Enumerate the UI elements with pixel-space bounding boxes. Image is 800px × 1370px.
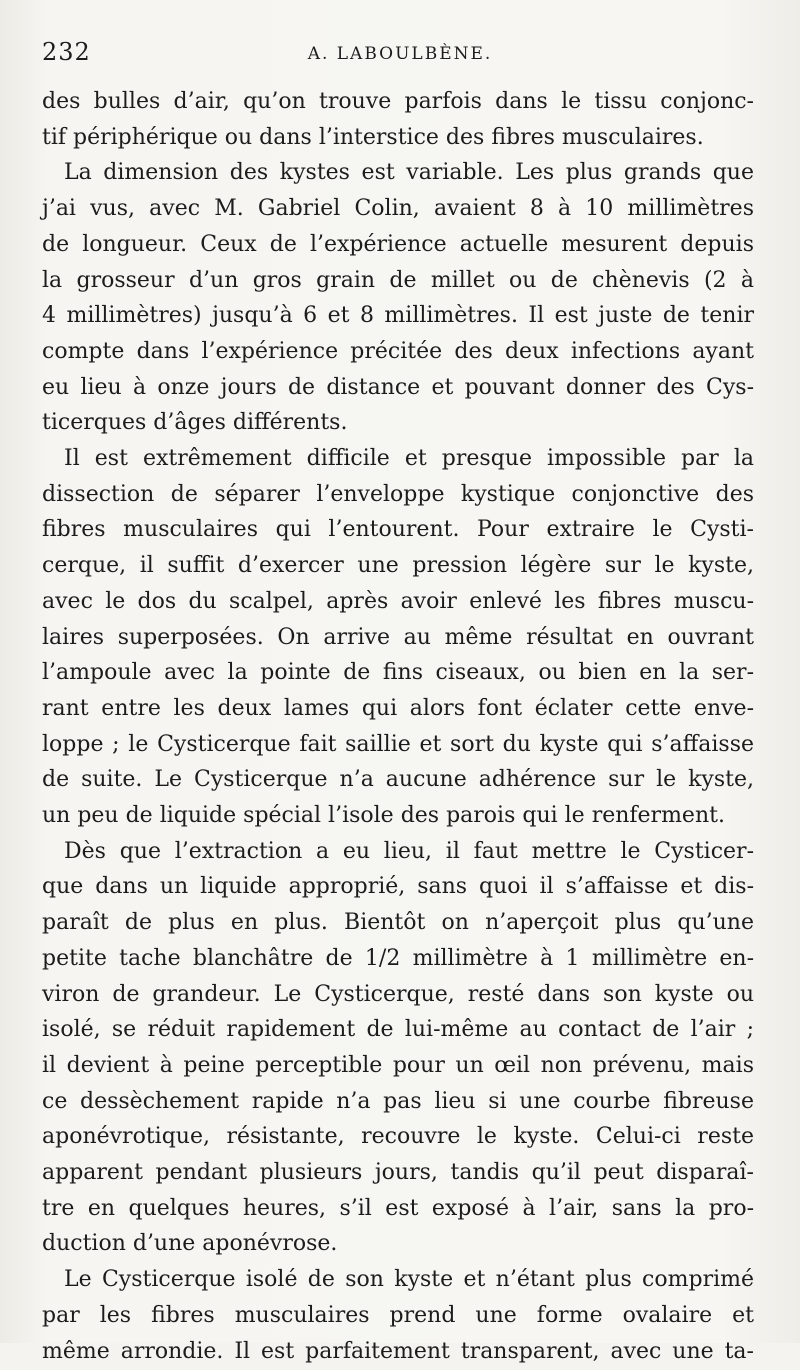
text-line: Le Cysticerque isolé de son kyste et n’étant plus comprimé xyxy=(64,1267,754,1292)
text-line: fibres musculaires qui l’entourent. Pour extraire le Cysti- xyxy=(42,517,754,542)
text-line: aponévrotique, résistante, recouvre le kyste. Celui-ci reste xyxy=(42,1124,754,1149)
text-line: compte dans l’expérience précitée des deux infections ayant xyxy=(42,339,754,364)
text-line: même arrondie. Il est parfaitement transparent, avec une ta- xyxy=(42,1339,754,1364)
text-line: apparent pendant plusieurs jours, tandis qu’il peut disparaî- xyxy=(42,1160,754,1185)
text-line: la grosseur d’un gros grain de millet ou de chènevis (2 à xyxy=(42,268,754,293)
text-line: par les fibres musculaires prend une forme ovalaire et xyxy=(42,1303,754,1328)
running-head: A. LABOULBÈNE. xyxy=(307,44,493,64)
text-line: de longueur. Ceux de l’expérience actuelle mesurent depuis xyxy=(42,232,754,257)
text-line: de suite. Le Cysticerque n’a aucune adhérence sur le kyste, xyxy=(42,767,754,792)
text-line: un peu de liquide spécial l’isole des parois qui le renferment. xyxy=(42,803,725,828)
page-number: 232 xyxy=(42,38,91,66)
text-line: cerque, il suffit d’exercer une pression légère sur le kyste, xyxy=(42,553,754,578)
text-line: ticerques d’âges différents. xyxy=(42,410,348,435)
text-line: Dès que l’extraction a eu lieu, il faut mettre le Cysticer- xyxy=(64,839,754,864)
text-line: il devient à peine perceptible pour un œil non prévenu, mais xyxy=(42,1053,754,1078)
text-line: eu lieu à onze jours de distance et pouvant donner des Cys- xyxy=(42,375,754,400)
text-line: paraît de plus en plus. Bientôt on n’aperçoit plus qu’une xyxy=(42,910,754,935)
text-line: tre en quelques heures, s’il est exposé à l’air, sans la pro- xyxy=(42,1196,754,1221)
text-line: des bulles d’air, qu’on trouve parfois dans le tissu conjonc- xyxy=(42,89,754,114)
text-line: petite tache blanchâtre de 1/2 millimètre à 1 millimètre en- xyxy=(42,946,754,971)
text-line: ce dessèchement rapide n’a pas lieu si une courbe fibreuse xyxy=(42,1089,754,1114)
text-line: 4 millimètres) jusqu’à 6 et 8 millimètres. Il est juste de tenir xyxy=(42,303,754,328)
text-line: tif périphérique ou dans l’interstice des fibres musculaires. xyxy=(42,125,704,150)
text-line: dissection de séparer l’enveloppe kystique conjonctive des xyxy=(42,482,754,507)
text-line: j’ai vus, avec M. Gabriel Colin, avaient 8 à 10 millimètres xyxy=(42,196,754,221)
text-line: viron de grandeur. Le Cysticerque, resté dans son kyste ou xyxy=(42,982,754,1007)
text-line: avec le dos du scalpel, après avoir enlevé les fibres muscu- xyxy=(42,589,754,614)
text-line: rant entre les deux lames qui alors font éclater cette enve- xyxy=(42,696,754,721)
text-line: laires superposées. On arrive au même résultat en ouvrant xyxy=(42,625,754,650)
text-line: loppe ; le Cysticerque fait saillie et sort du kyste qui s’affaisse xyxy=(42,732,754,757)
text-line: que dans un liquide approprié, sans quoi il s’affaisse et dis- xyxy=(42,874,754,899)
text-line: Il est extrêmement difficile et presque impossible par la xyxy=(64,446,754,471)
text-line: duction d’une aponévrose. xyxy=(42,1231,338,1256)
text-line: isolé, se réduit rapidement de lui-même au contact de l’air ; xyxy=(42,1017,754,1042)
page-header xyxy=(42,38,758,68)
text-line: l’ampoule avec la pointe de fins ciseaux, ou bien en la ser- xyxy=(42,660,754,685)
text-line: La dimension des kystes est variable. Les plus grands que xyxy=(64,160,754,185)
